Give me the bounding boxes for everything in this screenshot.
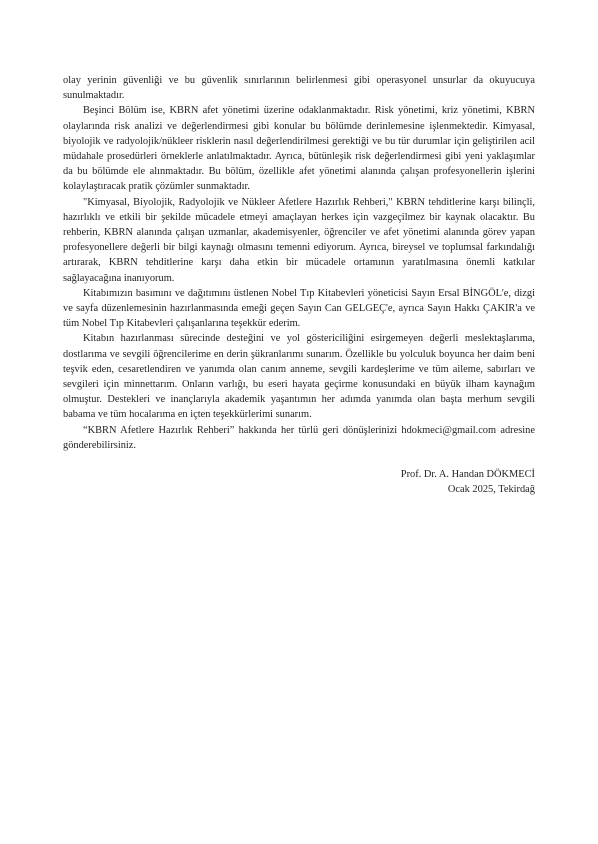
paragraph-feedback: “KBRN Afetlere Hazırlık Rehberi” hakkında her türlü geri dönüşlerinizi hdokmeci@gmail.com adresine gönderebilirsiniz. — [63, 424, 535, 451]
paragraph-guide-purpose: "Kimyasal, Biyolojik, Radyolojik ve Nükleer Afetlere Hazırlık Rehberi," KBRN tehditlerine karşı bilinçli, hazırlıklı ve etkili bir şekilde mücadele etmeyi amaçlayan herkes için vazgeçilmez bir kaynak olacaktır. Bu rehberin, KBRN alanında çalışan uzmanlar, akademisyenler, öğrenciler ve afet yönetimi alanında görev yapan profesyonellere değerli bir bilgi kaynağı olmasını temenni ediyorum. Ayrıca, bireysel ve toplumsal farkındalığı artırarak, KBRN tehditlerine karşı daha etkin bir mücadele ortamının yaratılmasına önemli katkılar sağlayacağına inanıyorum. — [63, 196, 535, 284]
signature-block — [63, 467, 535, 497]
author-name: Prof. Dr. A. Handan DÖKMECİ — [400, 469, 535, 481]
paragraph-chapter-five: Beşinci Bölüm ise, KBRN afet yönetimi üzerine odaklanmaktadır. Risk yönetimi, kriz yönetimi, KBRN olaylarında risk analizi ve değerlendirmesi gibi konular bu bölümde derinlemesine işlenmektedir. Kimyasal, biyolojik ve radyolojik/nükleer risklerin nasıl değerlendirilmesi gerektiği ve bu tür durumlar için geliştirilen acil müdahale prosedürleri örneklerle anlatılmaktadır. Ayrıca, bütünleşik risk değerlendirmesi gibi yeni yaklaşımlar da bu bölümde ele alınmaktadır. Bu bölüm, özellikle afet yönetimi alanında çalışan profesyonellerin işlerini kolaylaştıracak pratik çözümler sunmaktadır. — [63, 105, 535, 193]
document-page — [63, 73, 535, 497]
paragraph-publisher-thanks: Kitabımızın basımını ve dağıtımını üstlenen Nobel Tıp Kitabevleri yöneticisi Sayın Ersal BİNGÖL'e, dizgi ve sayfa düzenlemesinin hazırlanmasında emeği geçen Sayın Can GELGEÇ'e, ayrıca Sayın Hakkı ÇAKIR'a ve tüm Nobel Tıp Kitabevleri çalışanlarına teşekkür ederim. — [63, 287, 535, 330]
paragraph-personal-thanks: Kitabın hazırlanması sürecinde desteğini ve yol göstericiliğini esirgemeyen değerli meslektaşlarıma, dostlarıma ve sevgili öğrencilerime en derin şükranlarımı sunarım. Özellikle bu yolculuk boyunca her daim beni teşvik eden, cesaretlendiren ve yanımda olan canım anneme, sevgili kardeşlerime ve tüm aileme, sabırları ve sevgileri için minnettarım. Onların varlığı, bu eseri hayata geçirme konusundaki en büyük ilham kaynağım olmuştur. Destekleri ve inançlarıyla akademik yaşantımın her adımda yanımda olan başta merhum sevgili babama ve tüm hocalarıma en içten teşekkürlerimi sunarım. — [63, 333, 535, 421]
date-place: Ocak 2025, Tekirdağ — [447, 484, 535, 496]
paragraph-continued: olay yerinin güvenliği ve bu güvenlik sınırlarının belirlenmesi gibi operasyonel unsurlar da okuyucuya sunulmaktadır. — [63, 75, 535, 102]
